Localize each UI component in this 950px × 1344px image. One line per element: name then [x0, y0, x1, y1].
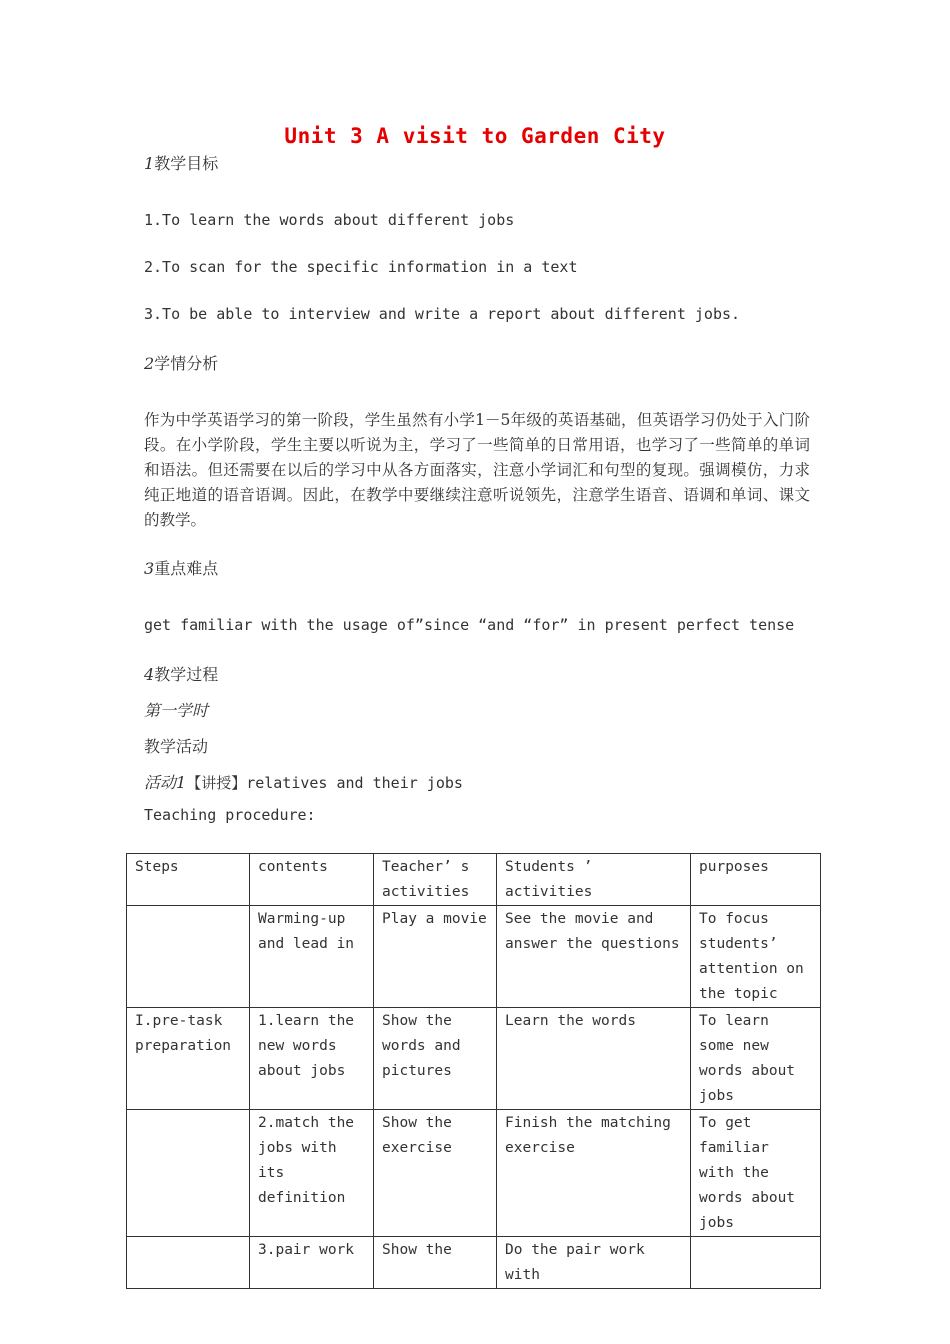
objective-1: 1.To learn the words about different jobs: [144, 211, 515, 229]
section-title: 学情分析: [154, 354, 219, 373]
activity-1-heading: [144, 770, 463, 793]
table-cell: [127, 906, 250, 1008]
procedure-label: Teaching procedure:: [144, 806, 316, 824]
table-cell: To learn some new words about jobs: [691, 1008, 821, 1110]
section-heading-objectives: [144, 151, 218, 174]
table-cell: [691, 1237, 821, 1289]
table-cell: Learn the words: [497, 1008, 691, 1110]
table-cell: To get familiar with the words about jobs: [691, 1110, 821, 1237]
table-cell: 2.match the jobs with its definition: [250, 1110, 374, 1237]
table-cell: 1.learn the new words about jobs: [250, 1008, 374, 1110]
table-cell: [127, 1237, 250, 1289]
table-cell: Do the pair work with: [497, 1237, 691, 1289]
section-title: 教学过程: [154, 665, 219, 684]
objective-3: 3.To be able to interview and write a report about different jobs.: [144, 305, 741, 323]
keypoint-text: get familiar with the usage of”since “and “for” in present perfect tense: [144, 616, 795, 634]
document-title: Unit 3 A visit to Garden City: [284, 124, 666, 148]
section-heading-analysis: [144, 351, 218, 374]
header-cell: Steps: [127, 854, 250, 906]
procedure-table: [126, 853, 821, 1289]
activities-label: 教学活动: [144, 737, 209, 756]
table-cell: Show the: [374, 1237, 497, 1289]
section-title: 教学目标: [154, 154, 219, 173]
table-cell: Show the exercise: [374, 1110, 497, 1237]
table-cell: 3.pair work: [250, 1237, 374, 1289]
table-row: [127, 906, 821, 1008]
table-row: [127, 1008, 821, 1110]
section-number: 4: [144, 665, 155, 684]
header-cell: Students ’ activities: [497, 854, 691, 906]
table-cell: [127, 1110, 250, 1237]
table-cell: To focus students’ attention on the topic: [691, 906, 821, 1008]
table-cell: Show the words and pictures: [374, 1008, 497, 1110]
analysis-paragraph: 作为中学英语学习的第一阶段，学生虽然有小学1－5年级的英语基础，但英语学习仍处于入门阶段。在小学阶段，学生主要以听说为主，学习了一些简单的日常用语，也学习了一些简单的单词和语法。但还需要在以后的学习中从各方面落实，注意小学词汇和句型的复现。强调模仿，力求纯正地道的语音语调。因此，在教学中要继续注意听说领先，注意学生语音、语调和单词、课文的教学。: [144, 411, 810, 529]
section-title: 重点难点: [154, 559, 219, 578]
section-heading-keypoints: [144, 556, 218, 579]
section-number: 2: [144, 354, 155, 373]
table-row: [127, 1110, 821, 1237]
activity-prefix: 活动1: [144, 773, 187, 792]
header-cell: contents: [250, 854, 374, 906]
lesson-label: 第一学时: [144, 701, 209, 720]
table-row: [127, 1237, 821, 1289]
table-cell: Warming-up and lead in: [250, 906, 374, 1008]
section-heading-process: [144, 662, 218, 685]
table-header-row: [127, 854, 821, 906]
activity-title: 【讲授】relatives and their jobs: [186, 774, 463, 792]
section-number: 1: [144, 154, 155, 173]
objective-2: 2.To scan for the specific information in a text: [144, 258, 578, 276]
header-cell: Teacher’ s activities: [374, 854, 497, 906]
header-cell: purposes: [691, 854, 821, 906]
table-cell: Finish the matching exercise: [497, 1110, 691, 1237]
table-cell: Play a movie: [374, 906, 497, 1008]
section-number: 3: [144, 559, 155, 578]
table-cell: I.pre-task preparation: [127, 1008, 250, 1110]
table-cell: See the movie and answer the questions: [497, 906, 691, 1008]
